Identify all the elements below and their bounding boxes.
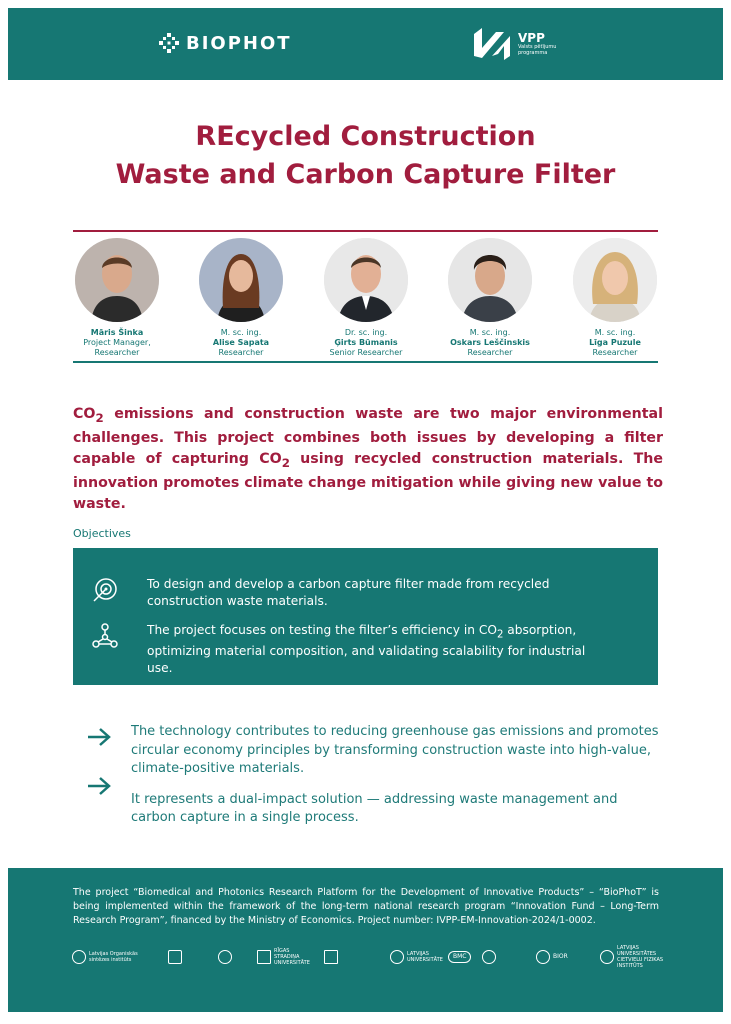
page-title: [0, 118, 731, 194]
vpp-logo-icon: [470, 26, 514, 62]
partner-name: LATVIJAS UNIVERSITĀTES CIETVIELU FIZIKAS INSTITŪTS: [617, 945, 664, 969]
partner-logo: [72, 948, 145, 966]
impact-item: It represents a dual-impact solution — addressing waste management and carbon capture in a single process.: [131, 791, 618, 825]
avatar: [448, 238, 532, 322]
person-photo-icon: [199, 238, 283, 322]
impact-list: [131, 723, 661, 828]
partner-name: BIOR: [553, 953, 568, 960]
intro-subscript-2: 2: [281, 455, 290, 470]
vpp-logo: [470, 26, 556, 62]
member-role: Project Manager,: [83, 338, 151, 347]
objective-text: [147, 622, 607, 677]
avatar: [324, 238, 408, 322]
partner-logo: [218, 948, 235, 966]
member-role: Researcher: [467, 348, 513, 357]
partner-logo: [324, 948, 341, 966]
biophot-logo-icon: [158, 32, 180, 54]
partner-logo-icon: [72, 950, 86, 964]
member-degree: M. sc. ing.: [469, 328, 511, 337]
member-name: Ģirts Būmanis: [334, 338, 398, 347]
partner-logo: [600, 945, 677, 969]
member-role: Researcher: [218, 348, 264, 357]
header-banner: [8, 8, 723, 80]
team-member: [55, 238, 179, 358]
objective-text: To design and develop a carbon capture filter made from recycled construction waste materials.: [147, 577, 550, 608]
partner-logo: [536, 948, 568, 966]
member-role-2: Researcher: [94, 348, 140, 357]
member-degree: M. sc. ing.: [594, 328, 636, 337]
intro-paragraph: [73, 404, 663, 514]
partner-logo-icon: [257, 950, 271, 964]
person-photo-icon: [573, 238, 657, 322]
objective-text-a: The project focuses on testing the filter’s efficiency in CO: [147, 623, 497, 637]
intro-text-3: using recycled construction materials. The innovation promotes climate change mitigation while giving new value to waste.: [73, 450, 664, 512]
team-member: [304, 238, 428, 358]
partner-name: Latvijas Organiskās sintēzes institūts: [89, 951, 138, 963]
person-photo-icon: [75, 238, 159, 322]
title-line-2: Waste and Carbon Capture Filter: [115, 159, 616, 190]
vpp-logo-subtitle-2: programma: [518, 50, 548, 56]
team-member: [179, 238, 303, 358]
biophot-logo-text: BIOPHOT: [186, 32, 292, 54]
partner-name: LATVIJAS UNIVERSITĀTE: [407, 951, 443, 963]
partner-logo-icon: [600, 950, 614, 964]
team-divider: [73, 361, 658, 363]
member-role: Senior Researcher: [329, 348, 403, 357]
arrow-right-icon: [86, 727, 112, 747]
member-name: Oskars Leščinskis: [450, 338, 530, 347]
member-degree: Dr. sc. ing.: [344, 328, 388, 337]
partner-logo: [448, 948, 471, 966]
team-member: [428, 238, 552, 358]
partner-logo-icon: [168, 950, 182, 964]
member-name: Māris Šinka: [90, 328, 144, 337]
funding-statement: The project “Biomedical and Photonics Research Platform for the Development of Innovative Products” – “BioPhoT” is being implemented within the framework of the long-term national research program “Innovation Fund – Long-Term Research Program”, financed by the Ministry of Economics. Project number: IVPP-EM-Innovation-2024/1-0002.: [73, 887, 659, 926]
footer-banner: [8, 868, 723, 1012]
avatar: [573, 238, 657, 322]
objective-subscript: 2: [496, 629, 504, 641]
title-line-1: REcycled Construction: [195, 121, 536, 152]
partner-logo: [257, 948, 314, 966]
vpp-logo-subtitle-1: Valsts pētījumu: [518, 44, 557, 50]
objectives-heading: Objectives: [73, 527, 131, 540]
biophot-logo: [158, 32, 292, 54]
vpp-logo-title: VPP: [518, 31, 545, 45]
arrow-right-icon: [86, 776, 112, 796]
person-photo-icon: [324, 238, 408, 322]
partner-logos: [72, 945, 672, 970]
partner-logo-icon: [390, 950, 404, 964]
intro-subscript-1: 2: [95, 410, 104, 425]
partner-logo-icon: [218, 950, 232, 964]
objectives-box: [73, 548, 658, 685]
partner-name: RĪGAS STRADIŅA UNIVERSITĀTE: [274, 948, 310, 966]
target-icon: [91, 576, 119, 604]
impact-item: The technology contributes to reducing greenhouse gas emissions and promotes circular economy principles by transforming construction waste into high-value, climate-positive materials.: [131, 724, 659, 776]
partner-logo-icon: [324, 950, 338, 964]
partner-logo: [168, 948, 185, 966]
member-role: Researcher: [592, 348, 638, 357]
network-icon: [91, 622, 119, 650]
team-section: [55, 238, 675, 360]
avatar: [75, 238, 159, 322]
partner-logo: [482, 948, 499, 966]
objective-text-b: absorption, optimizing material composition, and validating scalability for industrial use.: [147, 623, 586, 676]
avatar: [199, 238, 283, 322]
member-degree: M. sc. ing.: [220, 328, 262, 337]
intro-text-1: CO: [73, 406, 96, 422]
person-photo-icon: [448, 238, 532, 322]
partner-logo: [390, 948, 443, 966]
partner-name: BMC: [448, 951, 471, 963]
intro-text-2: emissions and construction waste are two major environmental challenges. This project combines both issues by developing a filter capable of capturing CO: [73, 406, 663, 467]
title-divider: [73, 230, 658, 232]
member-name: Alise Sapata: [212, 338, 270, 347]
team-member: [553, 238, 677, 358]
partner-logo-icon: [482, 950, 496, 964]
partner-logo-icon: [536, 950, 550, 964]
member-name: Līga Puzule: [589, 338, 641, 347]
